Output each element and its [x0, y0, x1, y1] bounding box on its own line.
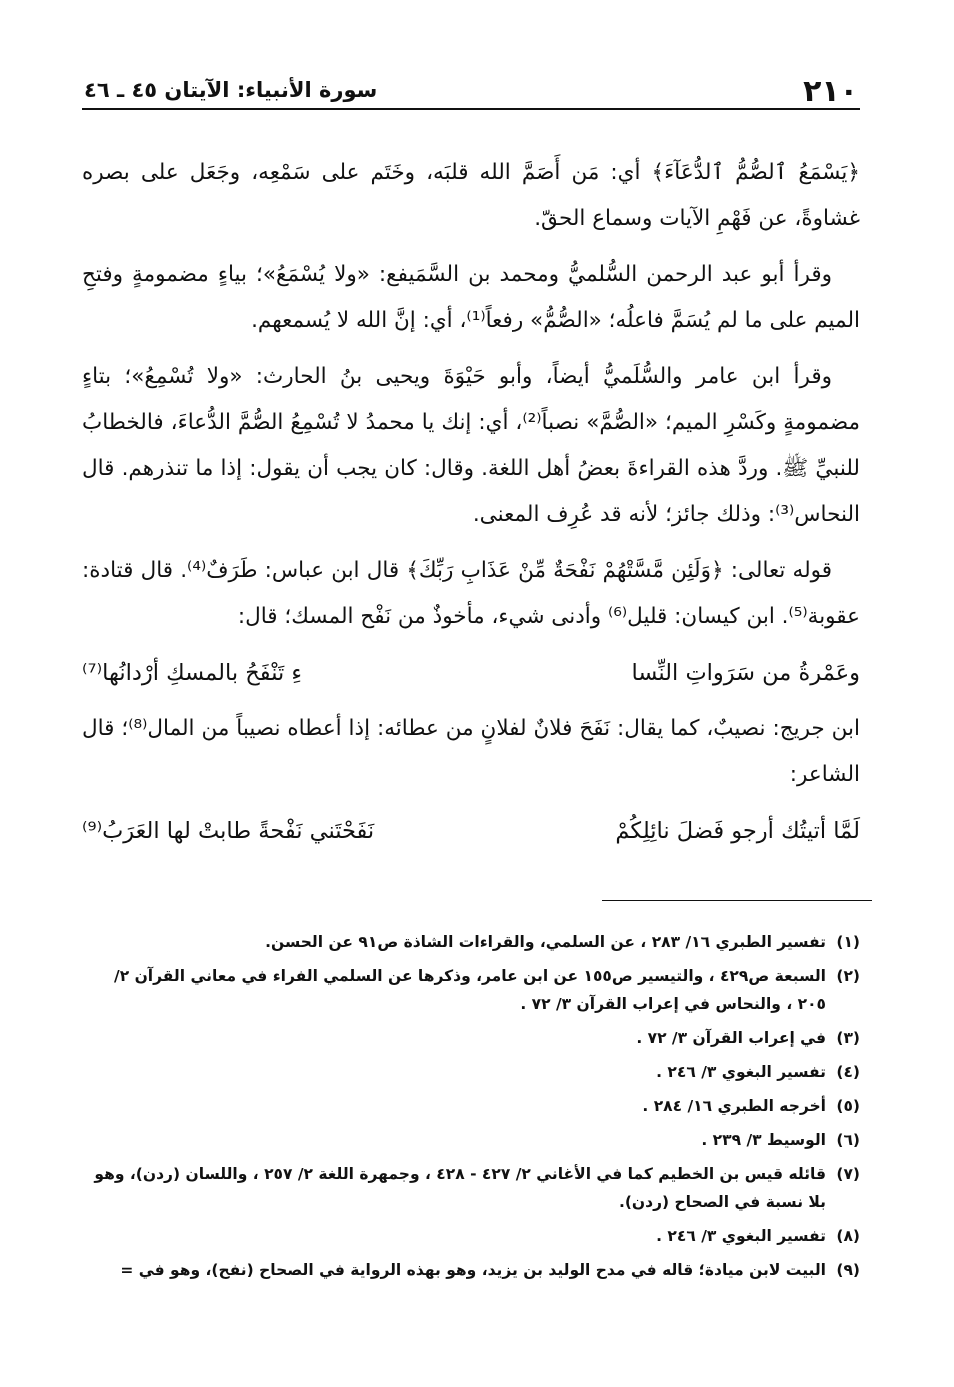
- page-number: ٢١٠: [803, 74, 858, 109]
- footnote-6: [82, 1126, 860, 1154]
- footnote-text: الوسيط ٣/ ٢٣٩ .: [701, 1131, 826, 1149]
- verse-2-second-hemistich: نَفَحْتَني نَفْحةً طابتْ لها العَرَبُ⁽⁹⁾: [82, 818, 375, 844]
- main-text: [82, 150, 860, 864]
- footnote-number: (٨): [836, 1227, 860, 1245]
- footnote-9: [82, 1256, 860, 1284]
- footnote-text: تفسير البغوي ٣/ ٢٤٦ .: [656, 1227, 826, 1245]
- verse-1: [82, 650, 860, 696]
- footnote-text: تفسير البغوي ٣/ ٢٤٦ .: [656, 1063, 826, 1081]
- paragraph-4: قوله تعالى: ﴿وَلَئِن مَّسَّتْهُمْ نَفْحَةٌ مِّنْ عَذَابِ رَبِّكَ﴾ قال ابن عباس: طَرَفٌ⁽⁴⁾. قال قتادة: عقوبة⁽⁵⁾. ابن كيسان: قليل⁽⁶⁾ وأدنى شيء، مأخوذٌ من نَفْح المسك؛ قال:: [82, 558, 860, 629]
- verse-2-first-hemistich: لَمَّا أتيتُك أرجو فَضلَ نائِلِكُمْ: [615, 818, 860, 844]
- paragraph-1: ﴿يَسْمَعُ ٱلصُّمُّ ٱلدُّعَآءَ﴾ أي: مَن أَصَمَّ الله قلبَه، وخَتَم على سَمْعِه، وجَعَل على بصره غشاوةً، عن فَهْمِ الآيات وسماع الحقّ.: [82, 160, 860, 231]
- footnote-number: (٩): [836, 1261, 860, 1279]
- footnotes: [82, 928, 860, 1290]
- footnote-2: [82, 962, 860, 1018]
- footnote-number: (٣): [836, 1029, 860, 1047]
- running-title: سورة الأنبياء: الآيتان ٤٥ ـ ٤٦: [84, 78, 378, 102]
- footnote-5: [82, 1092, 860, 1120]
- footnote-4: [82, 1058, 860, 1086]
- footnote-8: [82, 1222, 860, 1250]
- footnote-number: (٤): [836, 1063, 860, 1081]
- page-header: [82, 72, 860, 110]
- verse-1-first-hemistich: وعَمْرةُ من سَرَواتِ النِّسا: [631, 660, 860, 686]
- footnote-text: السبعة ص٤٢٩ ، والتيسير ص١٥٥ عن ابن عامر، وذكرها عن السلمي الفراء في معاني القرآن ٢/ ٢٠٥ ، والنحاس في إعراب القرآن ٣/ ٧٢ .: [114, 967, 826, 1013]
- footnote-text: البيت لابن ميادة؛ قاله في مدح الوليد بن يزيد، وهو بهذه الرواية في الصحاح (نفح)، وهو في =: [120, 1261, 826, 1279]
- paragraph-2: وقرأ أبو عبد الرحمن السُّلميُّ ومحمد بن السَّمَيفع: «ولا يُسْمَعُ»؛ بياءٍ مضمومةٍ وفتحِ الميم على ما لم يُسَمَّ فاعلُه؛ «الصُّمُّ» رفعاً⁽¹⁾، أي: إنَّ الله لا يُسمعهم.: [82, 262, 860, 333]
- footnote-text: تفسير الطبري ١٦/ ٢٨٣ ، عن السلمي، والقراءات الشاذة ص٩١ عن الحسن.: [265, 933, 826, 951]
- verse-1-second-hemistich: ءِ تَنْفَحُ بالمسكِ أرْدانُها⁽⁷⁾: [82, 660, 302, 686]
- footnote-number: (٢): [836, 967, 860, 985]
- footnote-number: (١): [836, 933, 860, 951]
- paragraph-5: ابن جريج: نصيبٌ، كما يقال: نَفَحَ فلانٌ لفلانٍ من عطائه: إذا أعطاه نصيباً من المال⁽⁸⁾؛ قال الشاعر:: [82, 716, 860, 787]
- paragraph-3: وقرأ ابن عامر والسُّلَميُّ أيضاً، وأبو حَيْوَةَ ويحيى بنُ الحارث: «ولا تُسْمِعُ»؛ بتاءٍ مضمومةٍ وكَسْرِ الميم؛ «الصُّمَّ» نصباً⁽²⁾، أي: إنك يا محمدُ لا تُسْمِعُ الصُّمَّ الدُّعاءَ، فالخطابُ للنبيِّ ﷺ. وردَّ هذه القراءةَ بعضُ أهل اللغة. وقال: كان يجب أن يقول: إذا ما تنذرهم. قال النحاس⁽³⁾: وذلك جائز؛ لأنه قد عُرِف المعنى.: [82, 364, 860, 527]
- footnote-number: (٧): [836, 1165, 860, 1183]
- footnote-number: (٦): [836, 1131, 860, 1149]
- footnote-1: [82, 928, 860, 956]
- footnote-number: (٥): [836, 1097, 860, 1115]
- verse-2: [82, 808, 860, 854]
- footnote-7: [82, 1160, 860, 1216]
- footnote-text: أخرجه الطبري ١٦/ ٢٨٤ .: [642, 1097, 826, 1115]
- footnote-text: قائله قيس بن الخطيم كما في الأغاني ٢/ ٤٢٧ - ٤٢٨ ، وجمهرة اللغة ٢/ ٢٥٧ ، واللسان (ردن)، وهو بلا نسبة في الصحاح (ردن).: [94, 1165, 826, 1211]
- footnote-separator: [602, 900, 872, 901]
- footnote-text: في إعراب القرآن ٣/ ٧٢ .: [636, 1029, 826, 1047]
- footnote-3: [82, 1024, 860, 1052]
